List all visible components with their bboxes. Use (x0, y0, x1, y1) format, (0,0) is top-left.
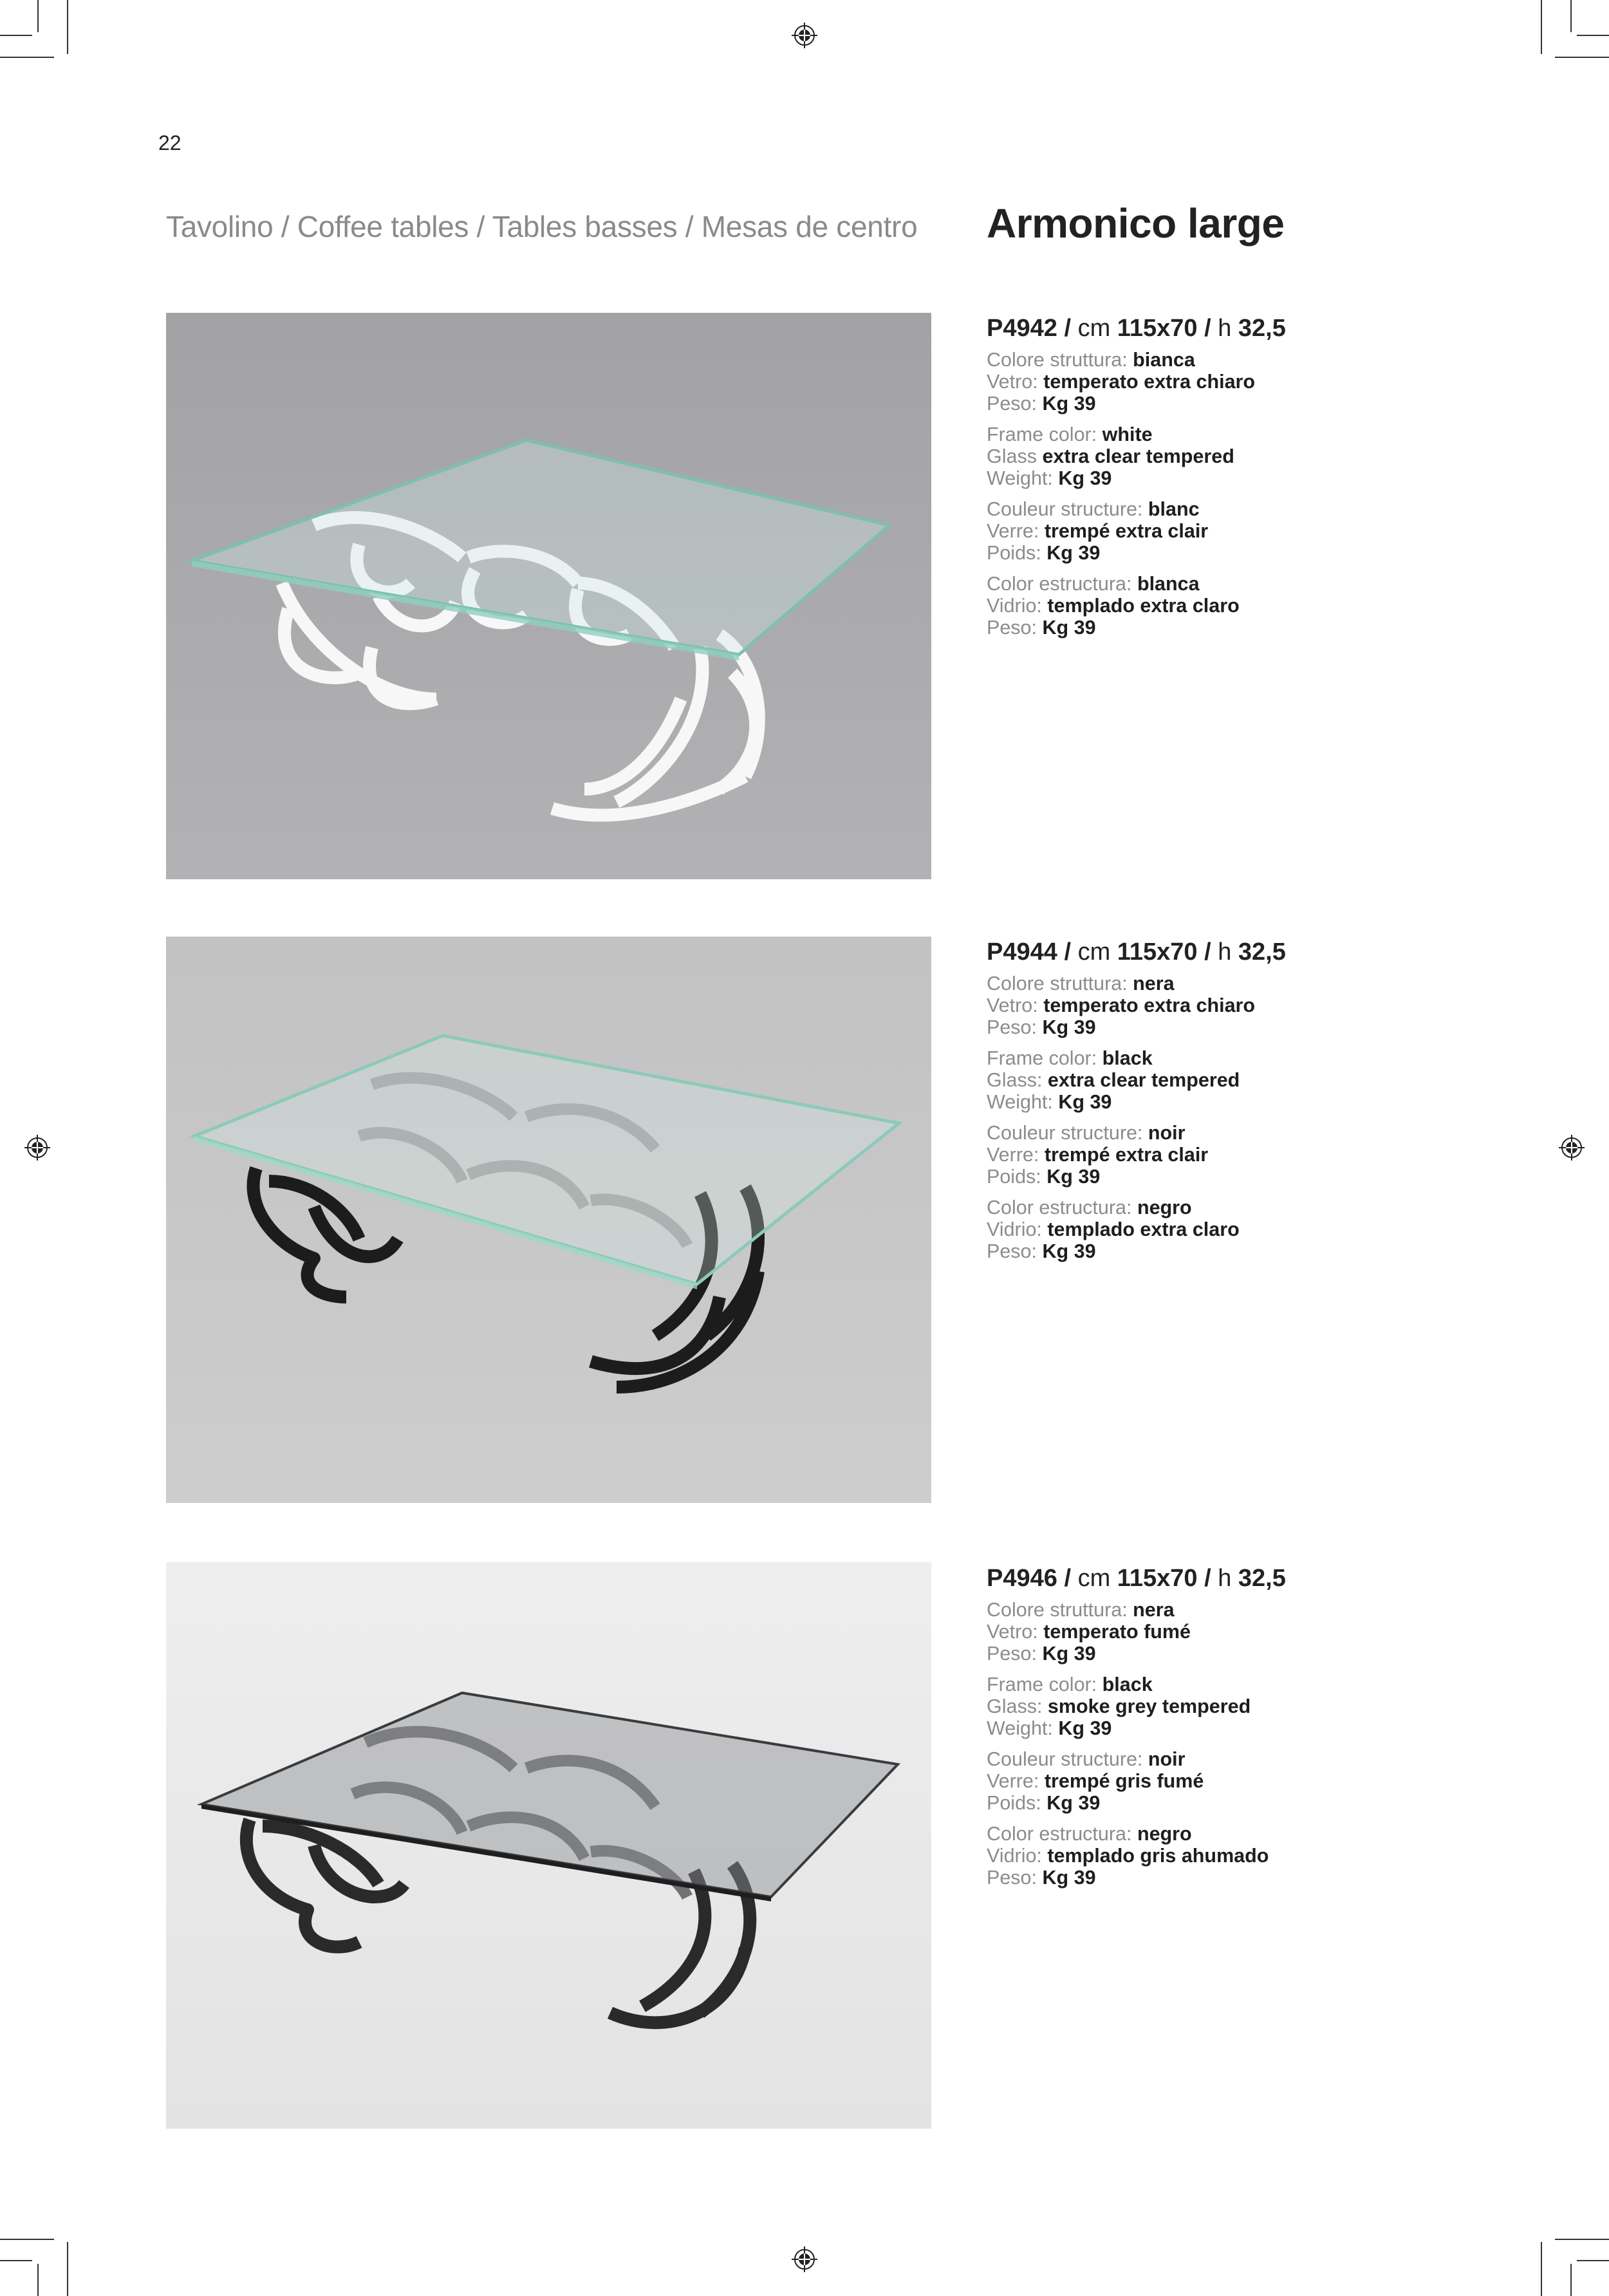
spec-value: trempé extra clair (1044, 1144, 1209, 1166)
spec-value: Kg 39 (1042, 1643, 1096, 1665)
crop-mark (1541, 0, 1542, 54)
spec-line (987, 424, 1437, 445)
spec-value: negro (1137, 1823, 1192, 1845)
spec-line (987, 617, 1437, 639)
spec-line (987, 973, 1437, 994)
product-photo-p4944 (166, 937, 931, 1503)
spec-line (987, 1144, 1437, 1166)
spec-value: Kg 39 (1042, 617, 1096, 639)
product-code: P4946 (987, 1565, 1057, 1592)
spec-label: Peso: (987, 617, 1037, 639)
spec-label: Color estructura: (987, 1197, 1132, 1218)
spec-group-spanish (987, 1823, 1437, 1889)
spec-label: Peso: (987, 393, 1037, 415)
spec-line (987, 445, 1437, 467)
dimension-unit: cm (1077, 938, 1111, 966)
spec-line (987, 1621, 1437, 1643)
spec-label: Verre: (987, 1144, 1039, 1166)
spec-group-english (987, 1674, 1437, 1739)
spec-label: Poids: (987, 1166, 1041, 1188)
crop-mark (0, 2239, 54, 2240)
spec-label: Colore struttura: (987, 973, 1128, 994)
spec-label: Glass (987, 445, 1037, 467)
spec-label: Colore struttura: (987, 1599, 1128, 1621)
spec-line (987, 1643, 1437, 1665)
spec-label: Weight: (987, 1717, 1053, 1739)
spec-line (987, 595, 1437, 617)
spec-group-english (987, 1047, 1437, 1113)
spec-label: Glass: (987, 1069, 1043, 1091)
spec-label: Vetro: (987, 371, 1038, 393)
product-photo-p4942 (166, 313, 931, 879)
spec-value: noir (1148, 1748, 1186, 1770)
spec-value: blanc (1148, 498, 1200, 520)
spec-line (987, 1122, 1437, 1144)
spec-value: trempé gris fumé (1044, 1770, 1204, 1792)
spec-value: negro (1137, 1197, 1192, 1218)
spec-label: Vidrio: (987, 1218, 1042, 1240)
spec-label: Couleur structure: (987, 1748, 1143, 1770)
registration-mark-icon (24, 1135, 50, 1161)
crop-mark (1541, 2242, 1542, 2296)
spec-line (987, 1016, 1437, 1038)
spec-group-spanish (987, 573, 1437, 639)
height-value: 32,5 (1238, 938, 1286, 966)
spec-label: Peso: (987, 1016, 1037, 1038)
spec-label: Couleur structure: (987, 1122, 1143, 1144)
spec-line (987, 1674, 1437, 1695)
registration-mark-icon (792, 23, 817, 48)
spec-line (987, 1748, 1437, 1770)
height-value: 32,5 (1238, 1565, 1286, 1592)
spec-label: Vidrio: (987, 595, 1042, 617)
spec-value: nera (1133, 1599, 1175, 1621)
height-unit: h (1218, 1565, 1232, 1592)
spec-group-french (987, 498, 1437, 564)
spec-label: Peso: (987, 1240, 1037, 1262)
crop-mark (37, 0, 39, 32)
category-heading: Tavolino / Coffee tables / Tables basses / Mesas de centro (166, 210, 918, 243)
spec-group-french (987, 1748, 1437, 1814)
height-unit: h (1218, 938, 1232, 966)
spec-line (987, 1166, 1437, 1188)
spec-line (987, 1867, 1437, 1889)
spec-value: Kg 39 (1046, 1166, 1101, 1188)
dimension-unit: cm (1077, 1565, 1111, 1592)
crop-mark (0, 2260, 32, 2261)
spec-line (987, 1240, 1437, 1262)
spec-heading: P4944 / cm 115x70 / h 32,5 (987, 938, 1286, 966)
crop-mark (0, 57, 54, 58)
spec-value: temperato extra chiaro (1043, 994, 1256, 1016)
spec-group-italian (987, 973, 1437, 1038)
spec-line (987, 1695, 1437, 1717)
spec-label: Vetro: (987, 1621, 1038, 1643)
registration-mark-icon (1559, 1135, 1585, 1161)
spec-line (987, 349, 1437, 371)
spec-label: Frame color: (987, 1047, 1097, 1069)
spec-label: Glass: (987, 1695, 1043, 1717)
spec-label: Peso: (987, 1643, 1037, 1665)
spec-value: white (1102, 424, 1153, 445)
spec-value: bianca (1133, 349, 1195, 371)
crop-mark (1555, 57, 1609, 58)
spec-value: nera (1133, 973, 1175, 994)
spec-value: Kg 39 (1042, 1867, 1096, 1889)
spec-line (987, 1047, 1437, 1069)
product-spec-p4946 (987, 1563, 1437, 1898)
spec-line (987, 1197, 1437, 1218)
spec-value: Kg 39 (1042, 393, 1096, 415)
crop-mark (1555, 2239, 1609, 2240)
spec-label: Color estructura: (987, 573, 1132, 595)
spec-label: Couleur structure: (987, 498, 1143, 520)
height-value: 32,5 (1238, 315, 1286, 342)
spec-value: blanca (1137, 573, 1200, 595)
dimension-unit: cm (1077, 315, 1111, 342)
spec-label: Poids: (987, 542, 1041, 564)
spec-line (987, 393, 1437, 415)
spec-line (987, 371, 1437, 393)
spec-group-italian (987, 349, 1437, 415)
crop-mark (1570, 2264, 1572, 2296)
spec-line (987, 542, 1437, 564)
spec-line (987, 1599, 1437, 1621)
spec-line (987, 1091, 1437, 1113)
dimensions: 115x70 (1117, 938, 1198, 966)
spec-value: Kg 39 (1046, 1792, 1101, 1814)
product-title: Armonico large (987, 200, 1285, 247)
spec-line (987, 1792, 1437, 1814)
height-unit: h (1218, 315, 1232, 342)
spec-value: trempé extra clair (1044, 520, 1209, 542)
spec-value: Kg 39 (1058, 1091, 1112, 1113)
product-code: P4944 (987, 938, 1057, 966)
spec-value: temperato extra chiaro (1043, 371, 1256, 393)
spec-value: noir (1148, 1122, 1186, 1144)
spec-line (987, 520, 1437, 542)
registration-mark-icon (792, 2246, 817, 2272)
crop-mark (1577, 35, 1609, 36)
dimensions: 115x70 (1117, 1565, 1198, 1592)
spec-value: Kg 39 (1042, 1016, 1096, 1038)
product-code: P4942 (987, 315, 1057, 342)
spec-group-french (987, 1122, 1437, 1188)
spec-heading: P4946 / cm 115x70 / h 32,5 (987, 1565, 1286, 1592)
spec-group-english (987, 424, 1437, 489)
spec-label: Colore struttura: (987, 349, 1128, 371)
spec-value: Kg 39 (1042, 1240, 1096, 1262)
spec-line (987, 573, 1437, 595)
dimensions: 115x70 (1117, 315, 1198, 342)
spec-line (987, 1823, 1437, 1845)
spec-label: Vidrio: (987, 1845, 1042, 1867)
spec-value: extra clear tempered (1042, 445, 1234, 467)
spec-value: templado extra claro (1047, 595, 1240, 617)
spec-value: templado gris ahumado (1047, 1845, 1269, 1867)
crop-mark (67, 0, 68, 54)
spec-value: extra clear tempered (1047, 1069, 1240, 1091)
spec-line (987, 1069, 1437, 1091)
spec-value: Kg 39 (1046, 542, 1101, 564)
spec-line (987, 498, 1437, 520)
spec-value: smoke grey tempered (1047, 1695, 1251, 1717)
spec-value: Kg 39 (1058, 1717, 1112, 1739)
crop-mark (1570, 0, 1572, 32)
spec-line (987, 1717, 1437, 1739)
spec-label: Weight: (987, 1091, 1053, 1113)
spec-line (987, 994, 1437, 1016)
spec-value: black (1102, 1674, 1153, 1695)
spec-label: Peso: (987, 1867, 1037, 1889)
spec-label: Verre: (987, 1770, 1039, 1792)
spec-value: Kg 39 (1058, 467, 1112, 489)
spec-value: templado extra claro (1047, 1218, 1240, 1240)
crop-mark (37, 2264, 39, 2296)
spec-line (987, 1770, 1437, 1792)
product-spec-p4944 (987, 937, 1437, 1271)
crop-mark (67, 2242, 68, 2296)
spec-label: Vetro: (987, 994, 1038, 1016)
spec-label: Poids: (987, 1792, 1041, 1814)
spec-value: temperato fumé (1043, 1621, 1191, 1643)
spec-heading: P4942 / cm 115x70 / h 32,5 (987, 315, 1286, 342)
spec-label: Color estructura: (987, 1823, 1132, 1845)
page-number: 22 (158, 131, 181, 154)
spec-group-spanish (987, 1197, 1437, 1262)
spec-group-italian (987, 1599, 1437, 1665)
spec-label: Frame color: (987, 424, 1097, 445)
spec-line (987, 1845, 1437, 1867)
crop-mark (1577, 2260, 1609, 2261)
spec-line (987, 1218, 1437, 1240)
spec-value: black (1102, 1047, 1153, 1069)
crop-mark (0, 35, 32, 36)
spec-label: Verre: (987, 520, 1039, 542)
product-spec-p4942 (987, 313, 1437, 648)
spec-line (987, 467, 1437, 489)
product-photo-p4946 (166, 1562, 931, 2129)
spec-label: Frame color: (987, 1674, 1097, 1695)
spec-label: Weight: (987, 467, 1053, 489)
